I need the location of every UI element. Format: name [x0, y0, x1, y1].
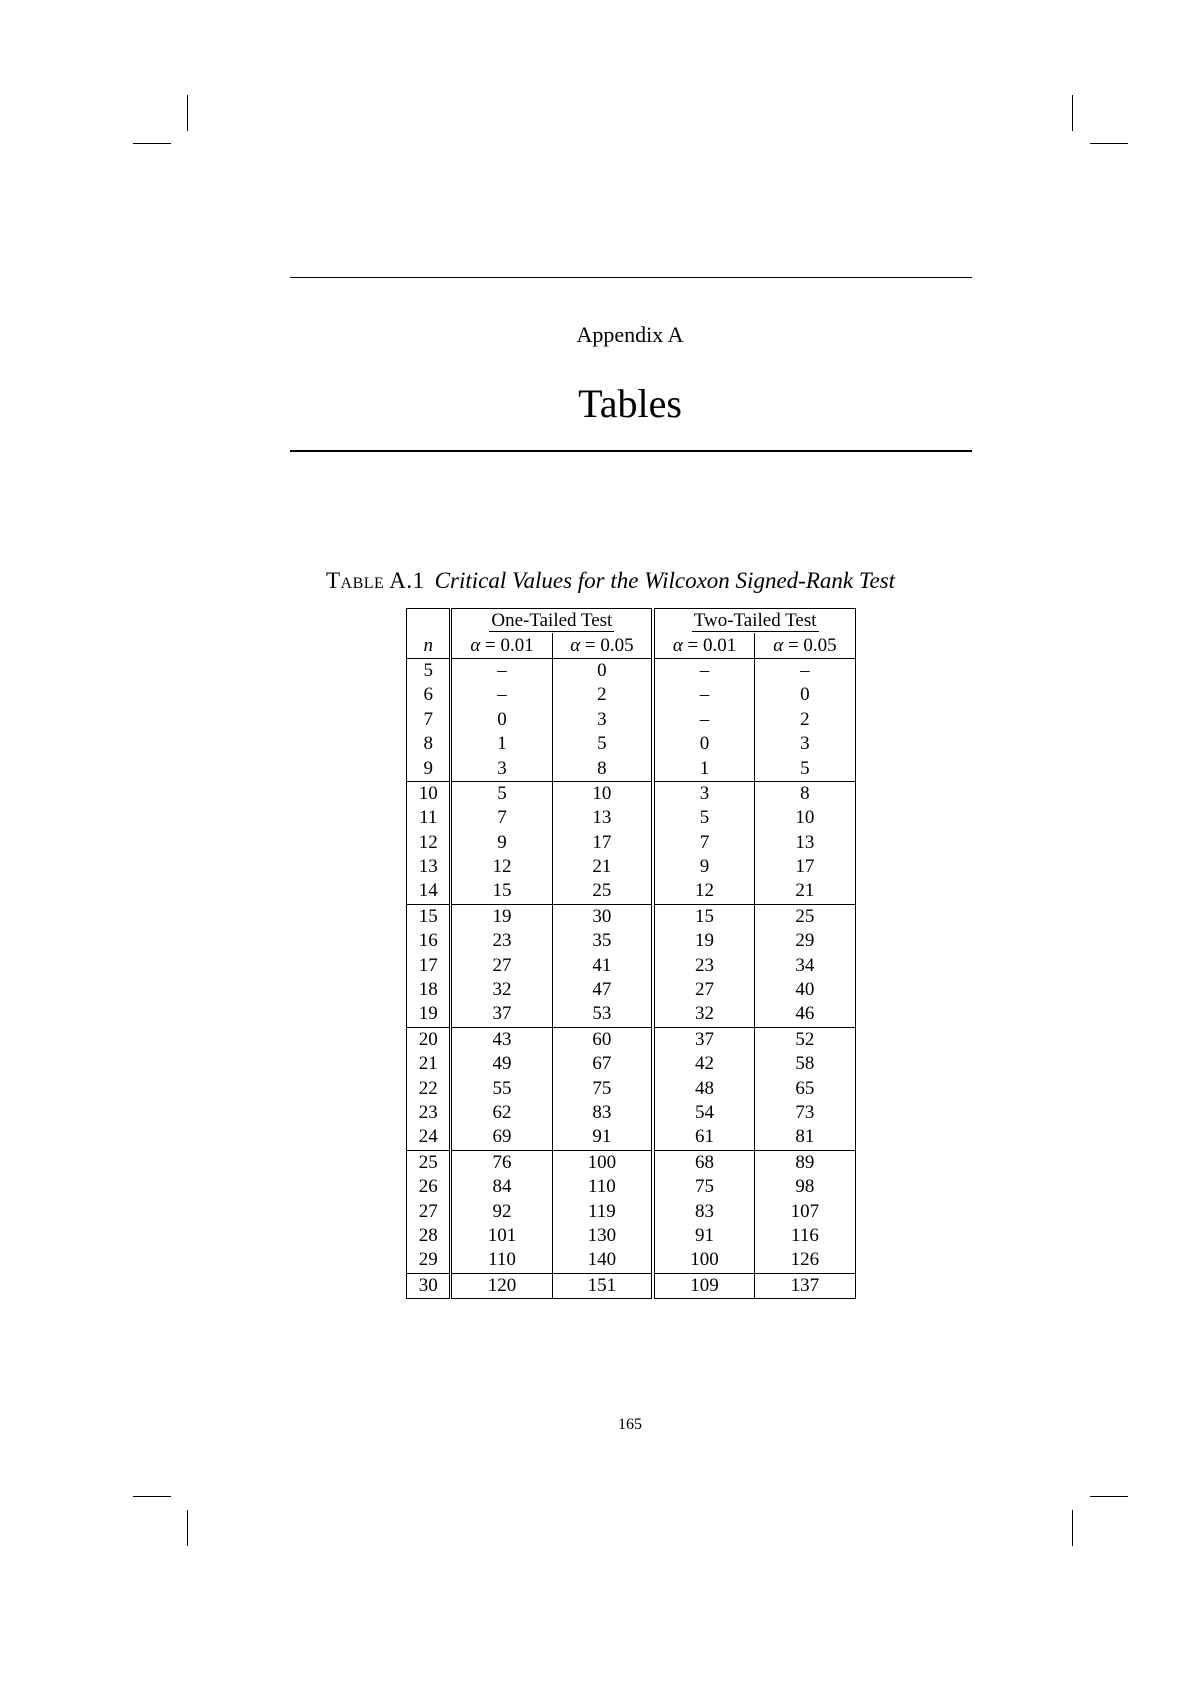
cell-two-tailed-005: 107 [790, 1200, 820, 1222]
cell-two-tailed-005: 3 [800, 733, 810, 755]
cell-two-tailed-001: 61 [653, 1125, 754, 1150]
cell-one-tailed-001: 5 [451, 781, 552, 806]
cell-two-tailed-001: 27 [653, 978, 754, 1002]
crop-mark [1072, 95, 1073, 131]
table-row [407, 658, 856, 683]
cell-n: 19 [407, 1002, 451, 1027]
table-row [407, 1101, 856, 1125]
group-header-two-tailed-label: Two-Tailed Test [693, 610, 817, 632]
cell-n: 16 [407, 929, 451, 953]
cell-n: 25 [407, 1150, 451, 1175]
table-row [407, 1273, 856, 1298]
cell-two-tailed-001: 7 [653, 831, 754, 855]
cell-two-tailed-005: 40 [795, 979, 815, 1001]
crop-mark [187, 1510, 188, 1546]
table-row [407, 1248, 856, 1273]
cell-one-tailed-001: 120 [451, 1273, 552, 1298]
cell-two-tailed-001: 19 [653, 929, 754, 953]
table-caption-label: Table A.1 [326, 568, 425, 593]
chapter-title: Tables [578, 381, 682, 426]
cell-one-tailed-005: 130 [552, 1224, 653, 1248]
cell-two-tailed-001: 91 [653, 1224, 754, 1248]
cell-one-tailed-001: 92 [451, 1199, 552, 1223]
table-row [407, 1076, 856, 1100]
cell-two-tailed-001: 109 [653, 1273, 754, 1298]
cell-one-tailed-001: 101 [451, 1224, 552, 1248]
crop-mark [1090, 143, 1128, 144]
cell-one-tailed-001: – [451, 683, 552, 707]
cell-n: 5 [407, 658, 451, 683]
cell-one-tailed-001: 1 [451, 732, 552, 756]
cell-one-tailed-005: 8 [552, 756, 653, 781]
n-header-blank [407, 609, 451, 634]
cell-one-tailed-005: 25 [552, 879, 653, 904]
cell-two-tailed-001: 1 [653, 756, 754, 781]
alpha-header-row [407, 633, 856, 658]
cell-n: 28 [407, 1224, 451, 1248]
cell-one-tailed-001: 55 [451, 1076, 552, 1100]
cell-two-tailed-005: 89 [795, 1151, 815, 1173]
cell-two-tailed-001: – [653, 683, 754, 707]
cell-one-tailed-001: 43 [451, 1027, 552, 1052]
cell-n: 26 [407, 1175, 451, 1199]
table-row [407, 708, 856, 732]
table-row [407, 929, 856, 953]
cell-n: 20 [407, 1027, 451, 1052]
crop-mark [133, 1496, 171, 1497]
cell-n: 9 [407, 756, 451, 781]
cell-one-tailed-005: 110 [552, 1175, 653, 1199]
cell-one-tailed-005: 13 [552, 806, 653, 830]
cell-n: 7 [407, 708, 451, 732]
cell-one-tailed-001: 12 [451, 855, 552, 879]
table-row [407, 806, 856, 830]
group-header-one-tailed-label: One-Tailed Test [491, 610, 613, 632]
cell-two-tailed-005: 116 [791, 1224, 819, 1246]
table-row [407, 855, 856, 879]
cell-one-tailed-001: 49 [451, 1052, 552, 1076]
cell-two-tailed-005: – [800, 659, 810, 681]
cell-n: 27 [407, 1199, 451, 1223]
cell-one-tailed-001: 32 [451, 978, 552, 1002]
cell-one-tailed-001: 15 [451, 879, 552, 904]
cell-two-tailed-005: 21 [754, 879, 855, 904]
crop-mark [1072, 1510, 1073, 1546]
table-row [407, 978, 856, 1002]
cell-one-tailed-005: 0 [552, 658, 653, 683]
alpha-header-two-001 [653, 633, 754, 658]
cell-one-tailed-005: 100 [552, 1150, 653, 1175]
table-caption-text: Critical Values for the Wilcoxon Signed-Rank Test [434, 568, 896, 593]
crop-mark [1090, 1496, 1128, 1497]
table-row [407, 904, 856, 929]
cell-two-tailed-005: 73 [795, 1102, 815, 1123]
cell-two-tailed-005: 10 [795, 807, 815, 829]
page-number: 165 [618, 1416, 642, 1433]
cell-two-tailed-005: 81 [754, 1125, 855, 1150]
cell-two-tailed-001: 100 [653, 1248, 754, 1273]
cell-two-tailed-001: 37 [653, 1027, 754, 1052]
table-row [407, 1027, 856, 1052]
alpha-header-one-005 [552, 633, 653, 658]
cell-two-tailed-001: 0 [653, 732, 754, 756]
table-row [407, 732, 856, 756]
cell-two-tailed-001: 42 [653, 1052, 754, 1076]
cell-one-tailed-001: 0 [451, 708, 552, 732]
cell-two-tailed-001: 68 [653, 1150, 754, 1175]
cell-two-tailed-001: 12 [653, 879, 754, 904]
crop-mark [133, 143, 171, 144]
cell-one-tailed-001: 110 [451, 1248, 552, 1273]
cell-one-tailed-001: 9 [451, 831, 552, 855]
table-row [407, 953, 856, 977]
cell-two-tailed-005: 137 [790, 1274, 820, 1296]
cell-two-tailed-001: 15 [653, 904, 754, 929]
cell-two-tailed-005: 34 [795, 954, 815, 976]
cell-two-tailed-005: 5 [754, 756, 855, 781]
cell-one-tailed-001: 3 [451, 756, 552, 781]
table-row [407, 1002, 856, 1027]
cell-two-tailed-005: 52 [795, 1028, 815, 1050]
cell-one-tailed-005: 83 [552, 1101, 653, 1125]
cell-n: 12 [407, 831, 451, 855]
header-rule-top [290, 277, 972, 278]
cell-two-tailed-005: 2 [800, 708, 810, 730]
group-header-row [407, 609, 856, 634]
alpha-value: = 0.01 [687, 634, 737, 656]
cell-one-tailed-005: 140 [552, 1248, 653, 1273]
cell-n: 22 [407, 1076, 451, 1100]
cell-one-tailed-005: 2 [552, 683, 653, 707]
cell-two-tailed-005: 46 [754, 1002, 855, 1027]
cell-n: 18 [407, 978, 451, 1002]
cell-two-tailed-001: 23 [653, 953, 754, 977]
cell-two-tailed-005: 0 [800, 684, 810, 706]
cell-two-tailed-005: 17 [795, 856, 815, 878]
table-row [407, 1175, 856, 1199]
cell-one-tailed-001: 19 [451, 904, 552, 929]
alpha-value: = 0.05 [584, 634, 634, 656]
cell-n: 13 [407, 855, 451, 879]
header-rule-bottom [290, 450, 972, 452]
cell-one-tailed-005: 53 [552, 1002, 653, 1027]
cell-n: 23 [407, 1101, 451, 1125]
alpha-symbol: α [773, 634, 784, 656]
cell-n: 10 [407, 781, 451, 806]
cell-one-tailed-005: 151 [552, 1273, 653, 1298]
alpha-symbol: α [470, 634, 481, 656]
group-header-one-tailed [451, 609, 653, 634]
table-row [407, 1224, 856, 1248]
cell-n: 15 [407, 904, 451, 929]
cell-one-tailed-001: 37 [451, 1002, 552, 1027]
cell-n: 6 [407, 683, 451, 707]
cell-n: 29 [407, 1248, 451, 1273]
cell-two-tailed-001: 75 [653, 1175, 754, 1199]
cell-one-tailed-005: 10 [552, 781, 653, 806]
cell-two-tailed-005: 98 [795, 1176, 815, 1198]
alpha-header-two-005 [754, 633, 855, 658]
cell-n: 30 [407, 1273, 451, 1298]
cell-one-tailed-001: 23 [451, 929, 552, 953]
table-row [407, 1199, 856, 1223]
cell-two-tailed-005: 13 [795, 831, 815, 853]
cell-two-tailed-001: 83 [653, 1199, 754, 1223]
cell-two-tailed-005: 65 [795, 1077, 815, 1099]
alpha-value: = 0.01 [485, 634, 534, 656]
cell-n: 17 [407, 953, 451, 977]
cell-one-tailed-001: 76 [451, 1150, 552, 1175]
alpha-symbol: α [570, 634, 581, 656]
crop-mark [187, 95, 188, 131]
cell-two-tailed-001: 3 [653, 781, 754, 806]
cell-one-tailed-005: 47 [552, 978, 653, 1002]
alpha-symbol: α [672, 634, 683, 656]
appendix-label: Appendix A [576, 322, 684, 347]
table-row [407, 756, 856, 781]
cell-n: 14 [407, 879, 451, 904]
table-row [407, 781, 856, 806]
table-row [407, 1150, 856, 1175]
cell-two-tailed-001: – [653, 708, 754, 732]
cell-one-tailed-005: 21 [552, 855, 653, 879]
cell-one-tailed-005: 67 [552, 1052, 653, 1076]
cell-one-tailed-005: 30 [552, 904, 653, 929]
cell-one-tailed-005: 3 [552, 708, 653, 732]
table-body [407, 658, 856, 1298]
group-header-two-tailed [653, 609, 855, 634]
n-header: n [407, 633, 451, 658]
table-row [407, 831, 856, 855]
cell-two-tailed-001: – [653, 658, 754, 683]
critical-values-table [406, 608, 856, 1299]
cell-one-tailed-005: 75 [552, 1076, 653, 1100]
cell-one-tailed-001: – [451, 658, 552, 683]
cell-two-tailed-001: 48 [653, 1076, 754, 1100]
cell-two-tailed-001: 32 [653, 1002, 754, 1027]
cell-one-tailed-005: 35 [552, 929, 653, 953]
alpha-value: = 0.05 [787, 634, 837, 656]
table-row [407, 1125, 856, 1150]
cell-one-tailed-005: 5 [552, 732, 653, 756]
cell-one-tailed-005: 60 [552, 1027, 653, 1052]
table-caption [326, 568, 966, 594]
cell-n: 24 [407, 1125, 451, 1150]
cell-n: 8 [407, 732, 451, 756]
cell-one-tailed-001: 84 [451, 1175, 552, 1199]
cell-n: 11 [407, 806, 451, 830]
cell-two-tailed-001: 54 [653, 1101, 754, 1125]
table-row [407, 683, 856, 707]
cell-one-tailed-001: 27 [451, 953, 552, 977]
cell-two-tailed-005: 25 [795, 905, 815, 927]
cell-one-tailed-001: 69 [451, 1125, 552, 1150]
cell-one-tailed-005: 17 [552, 831, 653, 855]
table-row [407, 1052, 856, 1076]
table-row [407, 879, 856, 904]
cell-two-tailed-001: 5 [653, 806, 754, 830]
cell-one-tailed-005: 91 [552, 1125, 653, 1150]
cell-two-tailed-005: 126 [754, 1248, 855, 1273]
cell-two-tailed-005: 8 [800, 782, 810, 804]
wilcoxon-table [406, 608, 856, 1299]
cell-two-tailed-005: 29 [795, 930, 815, 952]
cell-one-tailed-001: 7 [451, 806, 552, 830]
cell-one-tailed-005: 119 [552, 1199, 653, 1223]
cell-two-tailed-005: 58 [795, 1053, 815, 1075]
cell-n: 21 [407, 1052, 451, 1076]
cell-one-tailed-005: 41 [552, 953, 653, 977]
alpha-header-one-001 [451, 633, 552, 658]
cell-one-tailed-001: 62 [451, 1101, 552, 1125]
cell-two-tailed-001: 9 [653, 855, 754, 879]
